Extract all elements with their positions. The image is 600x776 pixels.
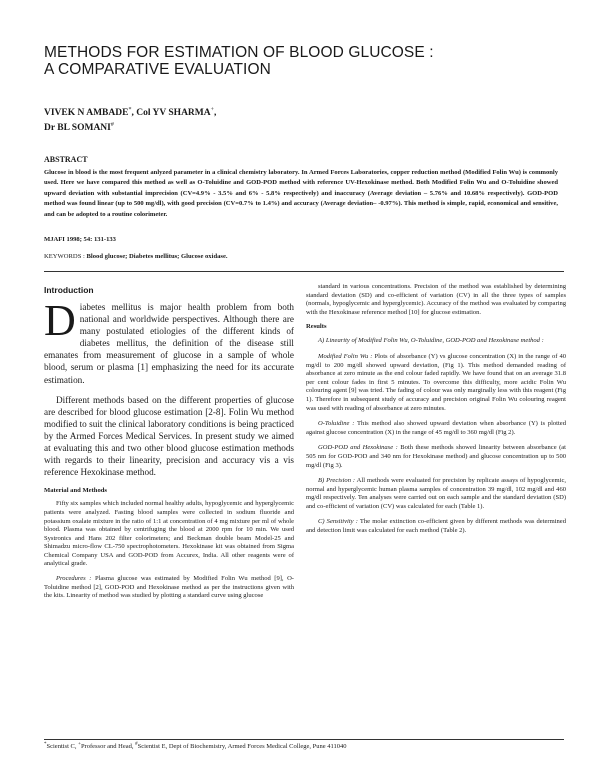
abstract-heading: ABSTRACT (44, 155, 88, 164)
right-column (306, 283, 566, 536)
author-1-mark: * (128, 107, 132, 113)
o-toluidine-label: O-Toluidine : (318, 420, 355, 428)
procedures-text: Plasma glucose was estimated by Modified Folin Wu method [9], O-Toluidine method [2], GOD-POD and Hexokinase method as per the instructions given with the kits. Linearity of method was studied by plotting a standard curve using glucose (44, 575, 294, 600)
author-list: VIVEK N AMBADE*, Col YV SHARMA+, Dr BL SOMANI# (44, 107, 217, 134)
section-divider (44, 271, 564, 272)
god-pod-text: Both these methods showed linearity between absorbance (at 505 nm for GOD-POD and 340 nm for Hexokinase method) and glucose concentration up to 500 mg/dl (Fig 3). (306, 444, 566, 469)
title-line-1: METHODS FOR ESTIMATION OF BLOOD GLUCOSE : (44, 44, 434, 61)
introduction-text-1: iabetes mellitus is major health problem from both national and worldwide perspectives. Although there are many postulated etiologies of the different kinds of diabetes mellitus, the definition of the disease still emanates from measurement of glucose in a sample of whole blood, serum or plasma [1] emphasizing the need for its accurate estimation. (44, 302, 294, 385)
sensitivity-label: C) Sensitivity : (318, 518, 358, 526)
introduction-heading: Introduction (44, 285, 94, 295)
god-pod-label: GOD-POD and Hexokinase : (318, 444, 398, 452)
affiliation-footnote (44, 742, 347, 750)
left-column (44, 283, 294, 601)
folin-wu-label: Modified Folin Wu : (318, 352, 373, 360)
sensitivity-paragraph (306, 518, 566, 535)
footnote-text-3: Scientist E, Dept of Biochemistry, Armed Forces Medical College, Pune 411040 (137, 743, 347, 751)
footnote-text-1: Scientist C, (46, 743, 77, 751)
precision-text: All methods were evaluated for precision by replicate assays of hypoglycemic, normal and hyperglycemic human plasma samples of concentration 39 mg/dl, 102 mg/dl and 460 mg/dl respectively. Ten analyses were carried out on each sample and the standard deviation (SD) and co-efficient of variation (CV) was calculated for each (Table 1). (306, 477, 567, 510)
methods-continuation: standard in various concentrations. Precision of the method was established by determining standard deviation (SD) and co-efficient of variation (CV) in all the three types of samples (normals, hypoglycemic and hyperglycemic). Accuracy of the method was evaluated by comparing with the Hexokinase reference method [10] for glucose estimation. (306, 283, 566, 316)
author-1: VIVEK N AMBADE (44, 108, 129, 119)
sensitivity-text: The molar extinction co-efficient given by different methods was determined and detection limit was calculated for each method (Table 2). (306, 518, 566, 535)
author-3: Dr BL SOMANI (44, 123, 111, 134)
folin-wu-text: Plots of absorbance (Y) vs glucose concentration (X) in the range of 40 mg/dl to 200 mg/dl showed upward deviation, (Fig 1). This method demanded reading of absorbance at zero minute as the end colour faded rapidly. We have found that on an average 31.8 per cent colour fades in first 5 minutes. To overcome this difficulty, more acidic Folin Wu colouring agent [9] was tried. The fading of colour was only marginally less with this reagent (Fig 1). Therefore in subsequent study of accuracy and precision original Folin Wu colouring reagent was used with reading of absorbance at zero minutes. (306, 352, 566, 412)
author-2-mark: + (210, 107, 215, 113)
materials-methods-paragraph: Fifty six samples which included normal healthy adults, hypoglycemic and hyperglycemic patients were analyzed. Fasting blood samples were collected in sodium fluoride and potassium oxalate mixture in the ratio of 1:1 at concentration of 4 mg mixture per ml of whole blood. Plasma was obtained by centrifuging the blood at 2000 rpm for 10 min. We used Systronics and Hans 202 filter colorimeters; and Beckman double beam Model-25 and Shimadzu micro-flow CL-750 spectrophotometers. Hexokinase kit was obtained from Sigma Chemical Company USA and GOD-POD from Accurex, India. All other reagents were of analytical grade. (44, 500, 294, 568)
materials-methods-heading: Material and Methods (44, 487, 108, 495)
precision-label: B) Precision : (318, 477, 356, 485)
results-heading: Results (306, 323, 327, 331)
journal-citation: MJAFI 1998; 54: 131-133 (44, 236, 116, 243)
footnote-mark-3: # (135, 742, 138, 747)
o-toluidine-text: This method also showed upward deviation when absorbance (Y) is plotted against glucose concentration (X) in the range of 45 mg/dl to 360 mg/dl (Fig 2). (306, 420, 566, 436)
abstract-text: Glucose in blood is the most frequent anlyzed parameter in a clinical chemistry laboratory. In Armed Forces Laboratories, copper reduction method (Modified Folin Wu) is commonly used. Here we have compared this method as well as O-Toluidine and GOD-POD method with reference UV-Hexokinase method. Both Modified Folin Wu and O-Toluidine showed upward deviation with substantial imprecision (CV=4.9% - 3.5% and 6% - 5.8% respectively) and inaccuracy (Average deviation – 5.76% and 10.68% respectively). GOD-POD method was found linear (up to 500 mg/dl), with good precision (CV=0.7% to 1.4%) and accuracy (Average deviation– -0.97%). This method is simple, rapid, economical and sensitive, and can be adopted to a routine colorimeter. (44, 169, 558, 218)
footnote-divider (44, 739, 564, 740)
god-pod-paragraph (306, 444, 566, 470)
author-3-mark: # (110, 122, 114, 129)
footnote-mark-2: + (78, 742, 81, 747)
drop-cap: D (44, 296, 76, 345)
introduction-paragraph-1 (44, 296, 294, 386)
keywords-line (44, 253, 228, 260)
introduction-paragraph-2: Different methods based on the different properties of glucose are described for blood glucose estimation [2-8]. Folin Wu method modified to suit the clinical laboratory conditions is being practiced by the Armed Forces Medical Services. In present study we aimed at evaluating this and two other blood glucose estimation methods with regards to their linearity, precision and accuracy vis a vis reference Hexokinase method. (44, 394, 294, 478)
footnote-text-2: Professor and Head, (80, 743, 134, 751)
linearity-subheading: A) Linearity of Modified Folin Wu, O-Toluidine, GOD-POD and Hexokinase method : (318, 337, 544, 345)
folin-wu-paragraph (306, 353, 566, 413)
footnote-mark-1: * (44, 742, 47, 747)
keywords-label: KEYWORDS : (44, 253, 85, 260)
author-2: Col YV SHARMA (136, 108, 211, 119)
precision-paragraph (306, 477, 566, 511)
keywords-text: Blood glucose; Diabetes mellitus; Glucose oxidase. (86, 253, 228, 260)
procedures-paragraph (44, 575, 294, 601)
title-line-2: A COMPARATIVE EVALUATION (44, 61, 271, 78)
procedures-label: Procedures : (56, 575, 92, 583)
o-toluidine-paragraph (306, 420, 566, 437)
article-title (44, 44, 564, 78)
